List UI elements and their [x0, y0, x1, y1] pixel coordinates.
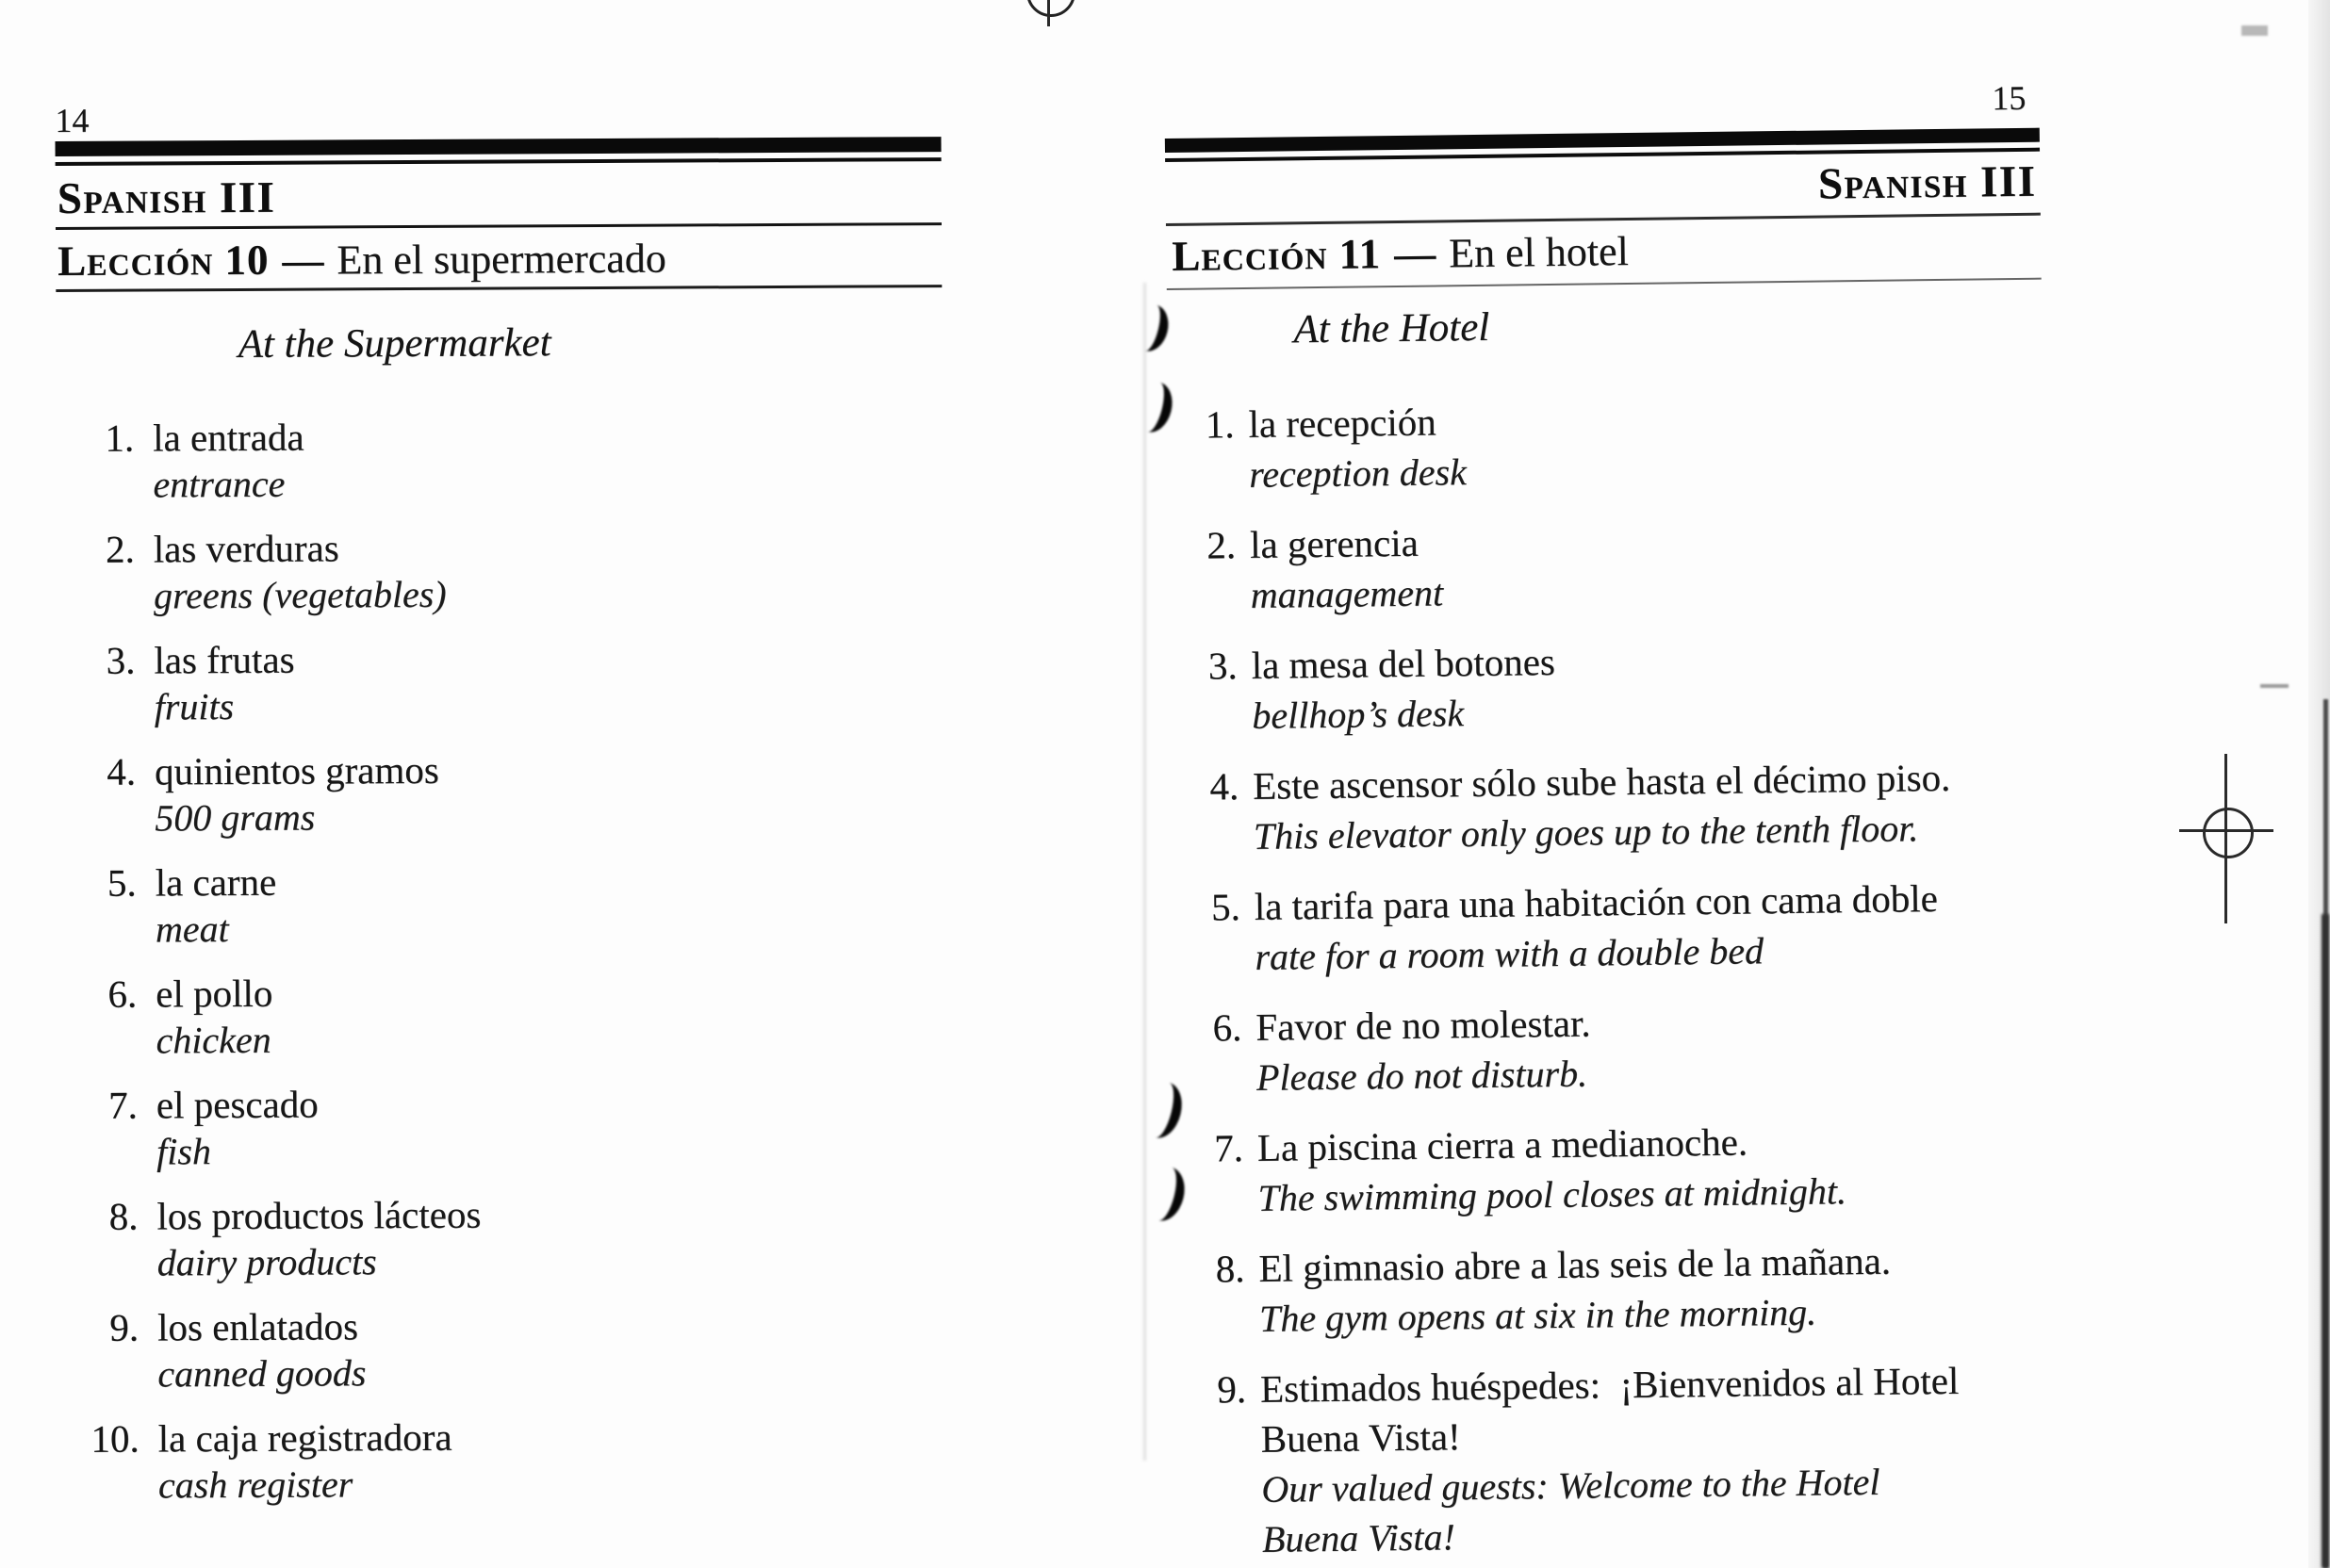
item-texts	[156, 1077, 893, 1175]
page-left	[55, 47, 948, 1560]
english-translation: entrance	[153, 462, 286, 506]
list-item	[1202, 1234, 2054, 1345]
course-title: Spanish III	[57, 172, 276, 223]
list-item	[1194, 631, 2046, 742]
item-texts	[153, 410, 889, 508]
item-number: 7.	[1213, 1126, 1244, 1170]
english-translation: management	[1250, 571, 1444, 616]
spanish-term: los productos lácteos	[156, 1192, 482, 1238]
list-item	[1204, 1355, 2058, 1565]
spanish-term: las frutas	[154, 637, 295, 682]
item-number: 3.	[106, 638, 136, 682]
english-translation: 500 grams	[155, 795, 316, 840]
item-texts	[158, 1411, 894, 1509]
lesson-label: Lección 11	[1172, 230, 1382, 280]
section-title: At the Supermarket	[238, 320, 551, 367]
lesson-heading	[57, 237, 666, 283]
item-number: 8.	[108, 1194, 139, 1238]
spanish-term: quinientos gramos	[154, 747, 439, 793]
lesson-heading	[1172, 227, 1630, 280]
lesson-dash: —	[282, 237, 324, 284]
header-bar-thick	[55, 137, 941, 156]
item-number: 1.	[1205, 402, 1235, 447]
item-number: 6.	[107, 972, 138, 1016]
item-number: 3.	[1207, 644, 1238, 688]
list-item	[85, 410, 943, 509]
item-number: 2.	[1206, 523, 1237, 567]
course-title-rule	[56, 222, 942, 230]
spanish-term: la carne	[155, 859, 277, 905]
spanish-term: la tarifa para una habitación con cama doble	[1254, 876, 1939, 928]
scanner-edge-line-dark	[2322, 914, 2329, 1568]
list-item	[1197, 873, 2049, 983]
page-right	[1164, 65, 2057, 1568]
item-texts	[1250, 511, 2026, 620]
list-item	[1199, 993, 2051, 1103]
english-translation: greens (vegetables)	[153, 572, 447, 617]
vocab-list	[1191, 390, 2057, 1568]
header-bar-thin	[56, 157, 942, 166]
english-translation: canned goods	[157, 1351, 367, 1396]
list-item	[90, 1299, 948, 1398]
spanish-term: la recepción	[1248, 400, 1436, 446]
spanish-term: La piscina cierra a medianoche.	[1256, 1119, 1748, 1169]
list-item	[89, 1188, 947, 1287]
item-number: 5.	[1210, 885, 1241, 929]
course-title: Spanish III	[1817, 156, 2037, 209]
lesson-title: En el supermercado	[336, 235, 666, 284]
list-item	[90, 1411, 949, 1510]
gutter-shadow	[1143, 283, 1146, 1461]
english-translation: Please do not disturb.	[1255, 1052, 1588, 1099]
item-texts	[1254, 873, 2029, 982]
english-translation: fruits	[154, 685, 235, 728]
item-number: 2.	[105, 527, 135, 571]
item-texts	[156, 966, 892, 1064]
list-item	[88, 966, 946, 1065]
lesson-dash: —	[1393, 230, 1436, 278]
item-number: 8.	[1215, 1247, 1245, 1291]
item-texts	[1255, 993, 2031, 1102]
list-item	[1196, 752, 2048, 862]
spanish-term: el pescado	[156, 1082, 319, 1127]
page-number: 15	[1992, 78, 2026, 118]
spanish-term: El gimnasio abre a las seis de la mañana.	[1258, 1238, 1892, 1290]
english-translation: rate for a room with a double bed	[1255, 929, 1764, 978]
english-translation: bellhop’s desk	[1252, 692, 1465, 737]
item-texts	[1251, 631, 2026, 741]
english-translation: fish	[156, 1130, 212, 1173]
item-number: 9.	[109, 1305, 139, 1349]
english-translation: meat	[155, 907, 229, 951]
list-item	[87, 743, 945, 842]
english-translation: cash register	[157, 1462, 353, 1507]
lesson-title: En el hotel	[1448, 227, 1630, 277]
item-number: 4.	[1209, 764, 1239, 808]
english-translation: dairy products	[156, 1240, 377, 1284]
course-title-rule	[1166, 213, 2041, 226]
english-translation: The swimming pool closes at midnight.	[1257, 1169, 1847, 1219]
item-texts	[1257, 1114, 2033, 1223]
english-translation: This elevator only goes up to the tenth floor.	[1253, 807, 1919, 858]
spanish-term: la caja registradora	[157, 1414, 452, 1461]
english-translation: Our valued guests: Welcome to the Hotel Buena Vista!	[1261, 1460, 1880, 1560]
spanish-term: Este ascensor sólo sube hasta el décimo piso.	[1252, 755, 1951, 808]
registration-mark-right-icon	[2203, 808, 2254, 858]
registration-mark-top-icon	[1026, 0, 1075, 17]
spanish-term: los enlatados	[156, 1304, 359, 1349]
section-title: At the Hotel	[1293, 304, 1490, 352]
list-item	[89, 1077, 947, 1176]
scan-smudge-mid-right	[2260, 684, 2289, 688]
item-texts	[154, 521, 890, 619]
list-item	[1201, 1114, 2053, 1224]
item-texts	[155, 855, 891, 953]
item-number: 9.	[1217, 1367, 1247, 1412]
lesson-rule	[1167, 278, 2042, 290]
item-number: 7.	[107, 1083, 138, 1127]
list-item	[86, 521, 944, 620]
spanish-term: la gerencia	[1249, 520, 1419, 566]
item-texts	[1260, 1355, 2038, 1564]
page-number: 14	[55, 101, 90, 139]
item-texts	[1258, 1234, 2034, 1344]
spanish-term: el pollo	[156, 971, 273, 1016]
item-number: 4.	[107, 749, 137, 793]
item-texts	[1248, 390, 2024, 499]
list-item	[87, 855, 945, 954]
spanish-term: Favor de no molestar.	[1255, 1001, 1591, 1049]
spanish-term: la mesa del botones	[1251, 639, 1556, 687]
list-item	[1191, 390, 2043, 500]
item-texts	[1253, 752, 2028, 861]
list-item	[86, 632, 944, 731]
item-texts	[154, 632, 890, 730]
spanish-term: Estimados huéspedes: ¡Bienvenidos al Hotel Buena Vista!	[1259, 1358, 1960, 1461]
english-translation: The gym opens at six in the morning.	[1258, 1290, 1817, 1340]
item-number: 5.	[107, 860, 137, 905]
item-texts	[157, 1299, 894, 1397]
english-translation: reception desk	[1248, 450, 1468, 496]
lesson-label: Lección 10	[57, 236, 270, 285]
lesson-rule	[56, 285, 942, 292]
item-texts	[155, 743, 891, 841]
list-item	[1193, 511, 2045, 621]
item-number: 1.	[105, 416, 135, 460]
registration-mark-top-line	[1047, 0, 1050, 26]
item-texts	[156, 1188, 893, 1286]
item-number: 10.	[90, 1416, 139, 1461]
english-translation: chicken	[156, 1018, 271, 1062]
spanish-term: la entrada	[153, 415, 304, 460]
vocab-list	[85, 410, 948, 1527]
spanish-term: las verduras	[153, 526, 339, 571]
item-number: 6.	[1212, 1005, 1242, 1050]
scan-smudge-top-right	[2241, 25, 2268, 36]
registration-mark-right-vline	[2224, 754, 2227, 923]
